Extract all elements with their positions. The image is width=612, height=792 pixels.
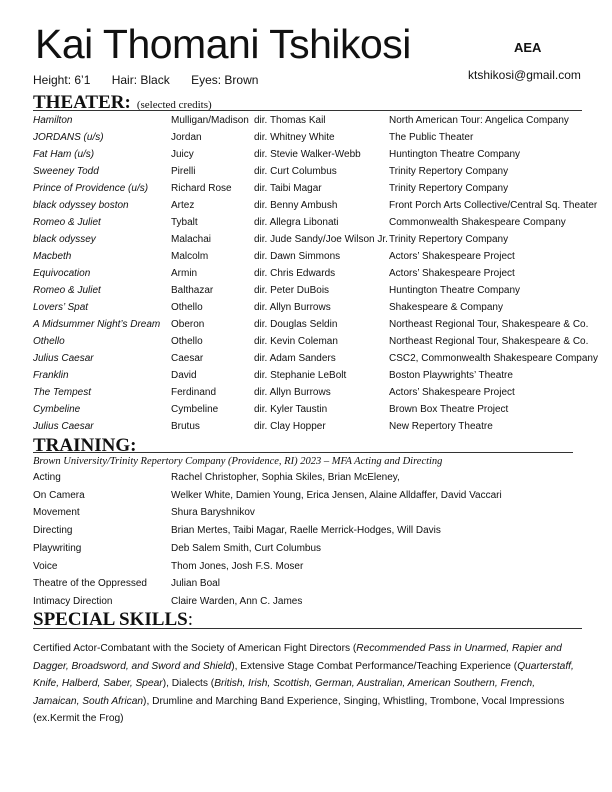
- company-name: Huntington Theatre Company: [389, 149, 521, 160]
- training-teachers: Deb Salem Smith, Curt Columbus: [171, 542, 322, 554]
- training-teachers: Shura Baryshnikov: [171, 507, 255, 519]
- show-title: A Midsummer Night’s Dream: [33, 319, 161, 330]
- show-title: Hamilton: [33, 115, 73, 126]
- training-row: [0, 490, 612, 508]
- show-title: Othello: [33, 336, 65, 347]
- company-name: Brown Box Theatre Project: [389, 404, 509, 415]
- director-name: dir. Kevin Coleman: [254, 336, 338, 347]
- role-name: Oberon: [171, 319, 205, 330]
- training-subject: Directing: [33, 525, 73, 537]
- director-name: dir. Thomas Kail: [254, 115, 326, 126]
- training-teachers: Rachel Christopher, Sophia Skiles, Brian McEleney,: [171, 472, 400, 483]
- training-teachers: Claire Warden, Ann C. James: [171, 595, 303, 607]
- role-name: Othello: [171, 302, 203, 313]
- role-name: Pirelli: [171, 166, 196, 177]
- skills-heading: [33, 610, 193, 629]
- eyes-stat: Eyes: Brown: [191, 73, 259, 87]
- training-subject: Theatre of the Oppressed: [33, 578, 147, 590]
- director-name: dir. Allyn Burrows: [254, 387, 331, 398]
- director-name: dir. Whitney White: [254, 132, 335, 143]
- hair-stat: Hair: Black: [111, 73, 170, 87]
- show-title: Julius Caesar: [33, 421, 94, 432]
- director-name: dir. Kyler Taustin: [254, 404, 328, 415]
- company-name: Trinity Repertory Company: [389, 234, 509, 245]
- skills-text: ), Extensive Stage Combat Performance/Teaching Experience (: [231, 660, 518, 672]
- training-subject: Movement: [33, 507, 80, 519]
- company-name: Trinity Repertory Company: [389, 183, 509, 194]
- skills-detail-italic: British, Irish, Scottish, German, Australian, American Southern, French, Jamaican, South African: [33, 678, 536, 707]
- theater-credit-row: [0, 115, 612, 132]
- show-title: JORDANS (u/s): [33, 132, 104, 143]
- training-subject: Voice: [33, 560, 58, 572]
- director-name: dir. Curt Columbus: [254, 166, 337, 177]
- company-name: Front Porch Arts Collective/Central Sq. Theater: [389, 200, 598, 211]
- show-title: Cymbeline: [33, 404, 81, 415]
- training-program: Brown University/Trinity Repertory Company (Providence, RI) 2023 – MFA Acting and Directing: [33, 456, 443, 467]
- show-title: Equivocation: [33, 268, 91, 279]
- skills-detail-italic: Quarterstaff, Knife, Halberd, Saber, Spear: [33, 660, 574, 689]
- theater-credit-row: [0, 183, 612, 200]
- theater-credit-row: [0, 370, 612, 387]
- skills-detail-italic: Recommended Pass in Unarmed, Rapier and Dagger, Broadsword, and Sword and Shield: [33, 643, 562, 672]
- theater-credit-row: [0, 285, 612, 302]
- show-title: Lovers’ Spat: [33, 302, 89, 313]
- director-name: dir. Stevie Walker-Webb: [254, 149, 361, 160]
- role-name: Malachai: [171, 234, 212, 245]
- director-name: dir. Taibi Magar: [254, 183, 322, 194]
- company-name: Actors’ Shakespeare Project: [389, 268, 515, 279]
- training-row: [0, 578, 612, 596]
- show-title: Fat Ham (u/s): [33, 149, 95, 160]
- training-row: [0, 472, 612, 490]
- training-teachers: Brian Mertes, Taibi Magar, Raelle Merrick-Hodges, Will Davis: [171, 525, 441, 537]
- theater-subtitle: (selected credits): [136, 99, 212, 111]
- theater-credit-row: [0, 302, 612, 319]
- theater-credit-row: [0, 132, 612, 149]
- training-divider: [33, 452, 573, 453]
- director-name: dir. Clay Hopper: [254, 421, 326, 432]
- training-teachers: Julian Boal: [171, 578, 220, 590]
- theater-title: THEATER:: [33, 92, 131, 113]
- show-title: black odyssey: [33, 234, 96, 245]
- show-title: black odyssey boston: [33, 200, 129, 211]
- role-name: Jordan: [171, 132, 202, 143]
- role-name: Artez: [171, 200, 195, 211]
- training-subject: On Camera: [33, 489, 85, 501]
- show-title: Prince of Providence (u/s): [33, 183, 149, 194]
- training-subject: Acting: [33, 472, 61, 483]
- skills-paragraph: [33, 640, 581, 728]
- company-name: Northeast Regional Tour, Shakespeare & Co.: [389, 336, 589, 347]
- show-title: Romeo & Juliet: [33, 285, 101, 296]
- company-name: CSC2, Commonwealth Shakespeare Company: [389, 353, 598, 364]
- training-teachers: Welker White, Damien Young, Erica Jensen, Alaine Alldaffer, David Vaccari: [171, 489, 502, 501]
- company-name: Actors’ Shakespeare Project: [389, 251, 515, 262]
- theater-credit-row: [0, 149, 612, 166]
- skills-text: ), Drumline and Marching Band Experience, Singing, Whistling, Trombone, Vocal Impressions (ex.Kermit the Frog): [33, 695, 565, 724]
- show-title: Julius Caesar: [33, 353, 94, 364]
- training-teachers: Thom Jones, Josh F.S. Moser: [171, 560, 304, 572]
- show-title: Romeo & Juliet: [33, 217, 101, 228]
- director-name: dir. Chris Edwards: [254, 268, 336, 279]
- role-name: Juicy: [171, 149, 194, 160]
- email-address: ktshikosi@gmail.com: [468, 68, 581, 82]
- training-row: [0, 507, 612, 525]
- role-name: Othello: [171, 336, 203, 347]
- skills-text: Certified Actor-Combatant with the Society of American Fight Directors (: [33, 643, 357, 654]
- training-subject: Intimacy Direction: [33, 595, 113, 607]
- skills-text: ), Dialects (: [162, 678, 215, 689]
- role-name: Mulligan/Madison: [171, 115, 249, 126]
- role-name: Cymbeline: [171, 404, 219, 415]
- director-name: dir. Stephanie LeBolt: [254, 370, 347, 381]
- role-name: Malcolm: [171, 251, 209, 262]
- skills-title-colon: :: [187, 609, 193, 630]
- role-name: Tybalt: [171, 217, 198, 228]
- training-row: [0, 543, 612, 561]
- company-name: New Repertory Theatre: [389, 421, 493, 432]
- theater-credit-row: [0, 404, 612, 421]
- skills-title: SPECIAL SKILLS: [33, 609, 188, 630]
- show-title: Macbeth: [33, 251, 72, 262]
- theater-credit-row: [0, 200, 612, 217]
- theater-credit-row: [0, 353, 612, 370]
- director-name: dir. Dawn Simmons: [254, 251, 341, 262]
- director-name: dir. Benny Ambush: [254, 200, 338, 211]
- director-name: dir. Adam Sanders: [254, 353, 336, 364]
- theater-credit-row: [0, 217, 612, 234]
- show-title: Franklin: [33, 370, 69, 381]
- director-name: dir. Peter DuBois: [254, 285, 330, 296]
- role-name: Richard Rose: [171, 183, 232, 194]
- role-name: Ferdinand: [171, 387, 217, 398]
- company-name: Boston Playwrights’ Theatre: [389, 370, 513, 381]
- theater-credit-row: [0, 251, 612, 268]
- director-name: dir. Allegra Libonati: [254, 217, 339, 228]
- theater-credit-row: [0, 234, 612, 251]
- company-name: Huntington Theatre Company: [389, 285, 521, 296]
- company-name: The Public Theater: [389, 132, 474, 143]
- theater-credit-row: [0, 387, 612, 404]
- company-name: Shakespeare & Company: [389, 302, 503, 313]
- director-name: dir. Douglas Seldin: [254, 319, 338, 330]
- role-name: Caesar: [171, 353, 204, 364]
- skills-divider: [33, 628, 582, 629]
- role-name: Brutus: [171, 421, 200, 432]
- theater-credit-row: [0, 268, 612, 285]
- company-name: Northeast Regional Tour, Shakespeare & Co.: [389, 319, 589, 330]
- training-row: [0, 561, 612, 579]
- training-row: [0, 525, 612, 543]
- company-name: Commonwealth Shakespeare Company: [389, 217, 566, 228]
- company-name: North American Tour: Angelica Company: [389, 115, 569, 126]
- director-name: dir. Jude Sandy/Joe Wilson Jr.: [254, 234, 388, 245]
- training-heading: TRAINING:: [33, 435, 137, 456]
- show-title: The Tempest: [33, 387, 91, 398]
- role-name: Balthazar: [171, 285, 214, 296]
- training-subject: Playwriting: [33, 542, 82, 554]
- height-stat: Height: 6’1: [33, 73, 91, 87]
- theater-divider: [33, 110, 582, 111]
- role-name: David: [171, 370, 197, 381]
- show-title: Sweeney Todd: [33, 166, 99, 177]
- theater-credit-row: [0, 166, 612, 183]
- theater-credit-row: [0, 319, 612, 336]
- union-affiliation: AEA: [514, 40, 542, 55]
- director-name: dir. Allyn Burrows: [254, 302, 331, 313]
- role-name: Armin: [171, 268, 198, 279]
- actor-name: Kai Thomani Tshikosi: [35, 21, 411, 67]
- company-name: Trinity Repertory Company: [389, 166, 509, 177]
- theater-credit-row: [0, 336, 612, 353]
- physical-stats: [33, 73, 276, 87]
- company-name: Actors’ Shakespeare Project: [389, 387, 515, 398]
